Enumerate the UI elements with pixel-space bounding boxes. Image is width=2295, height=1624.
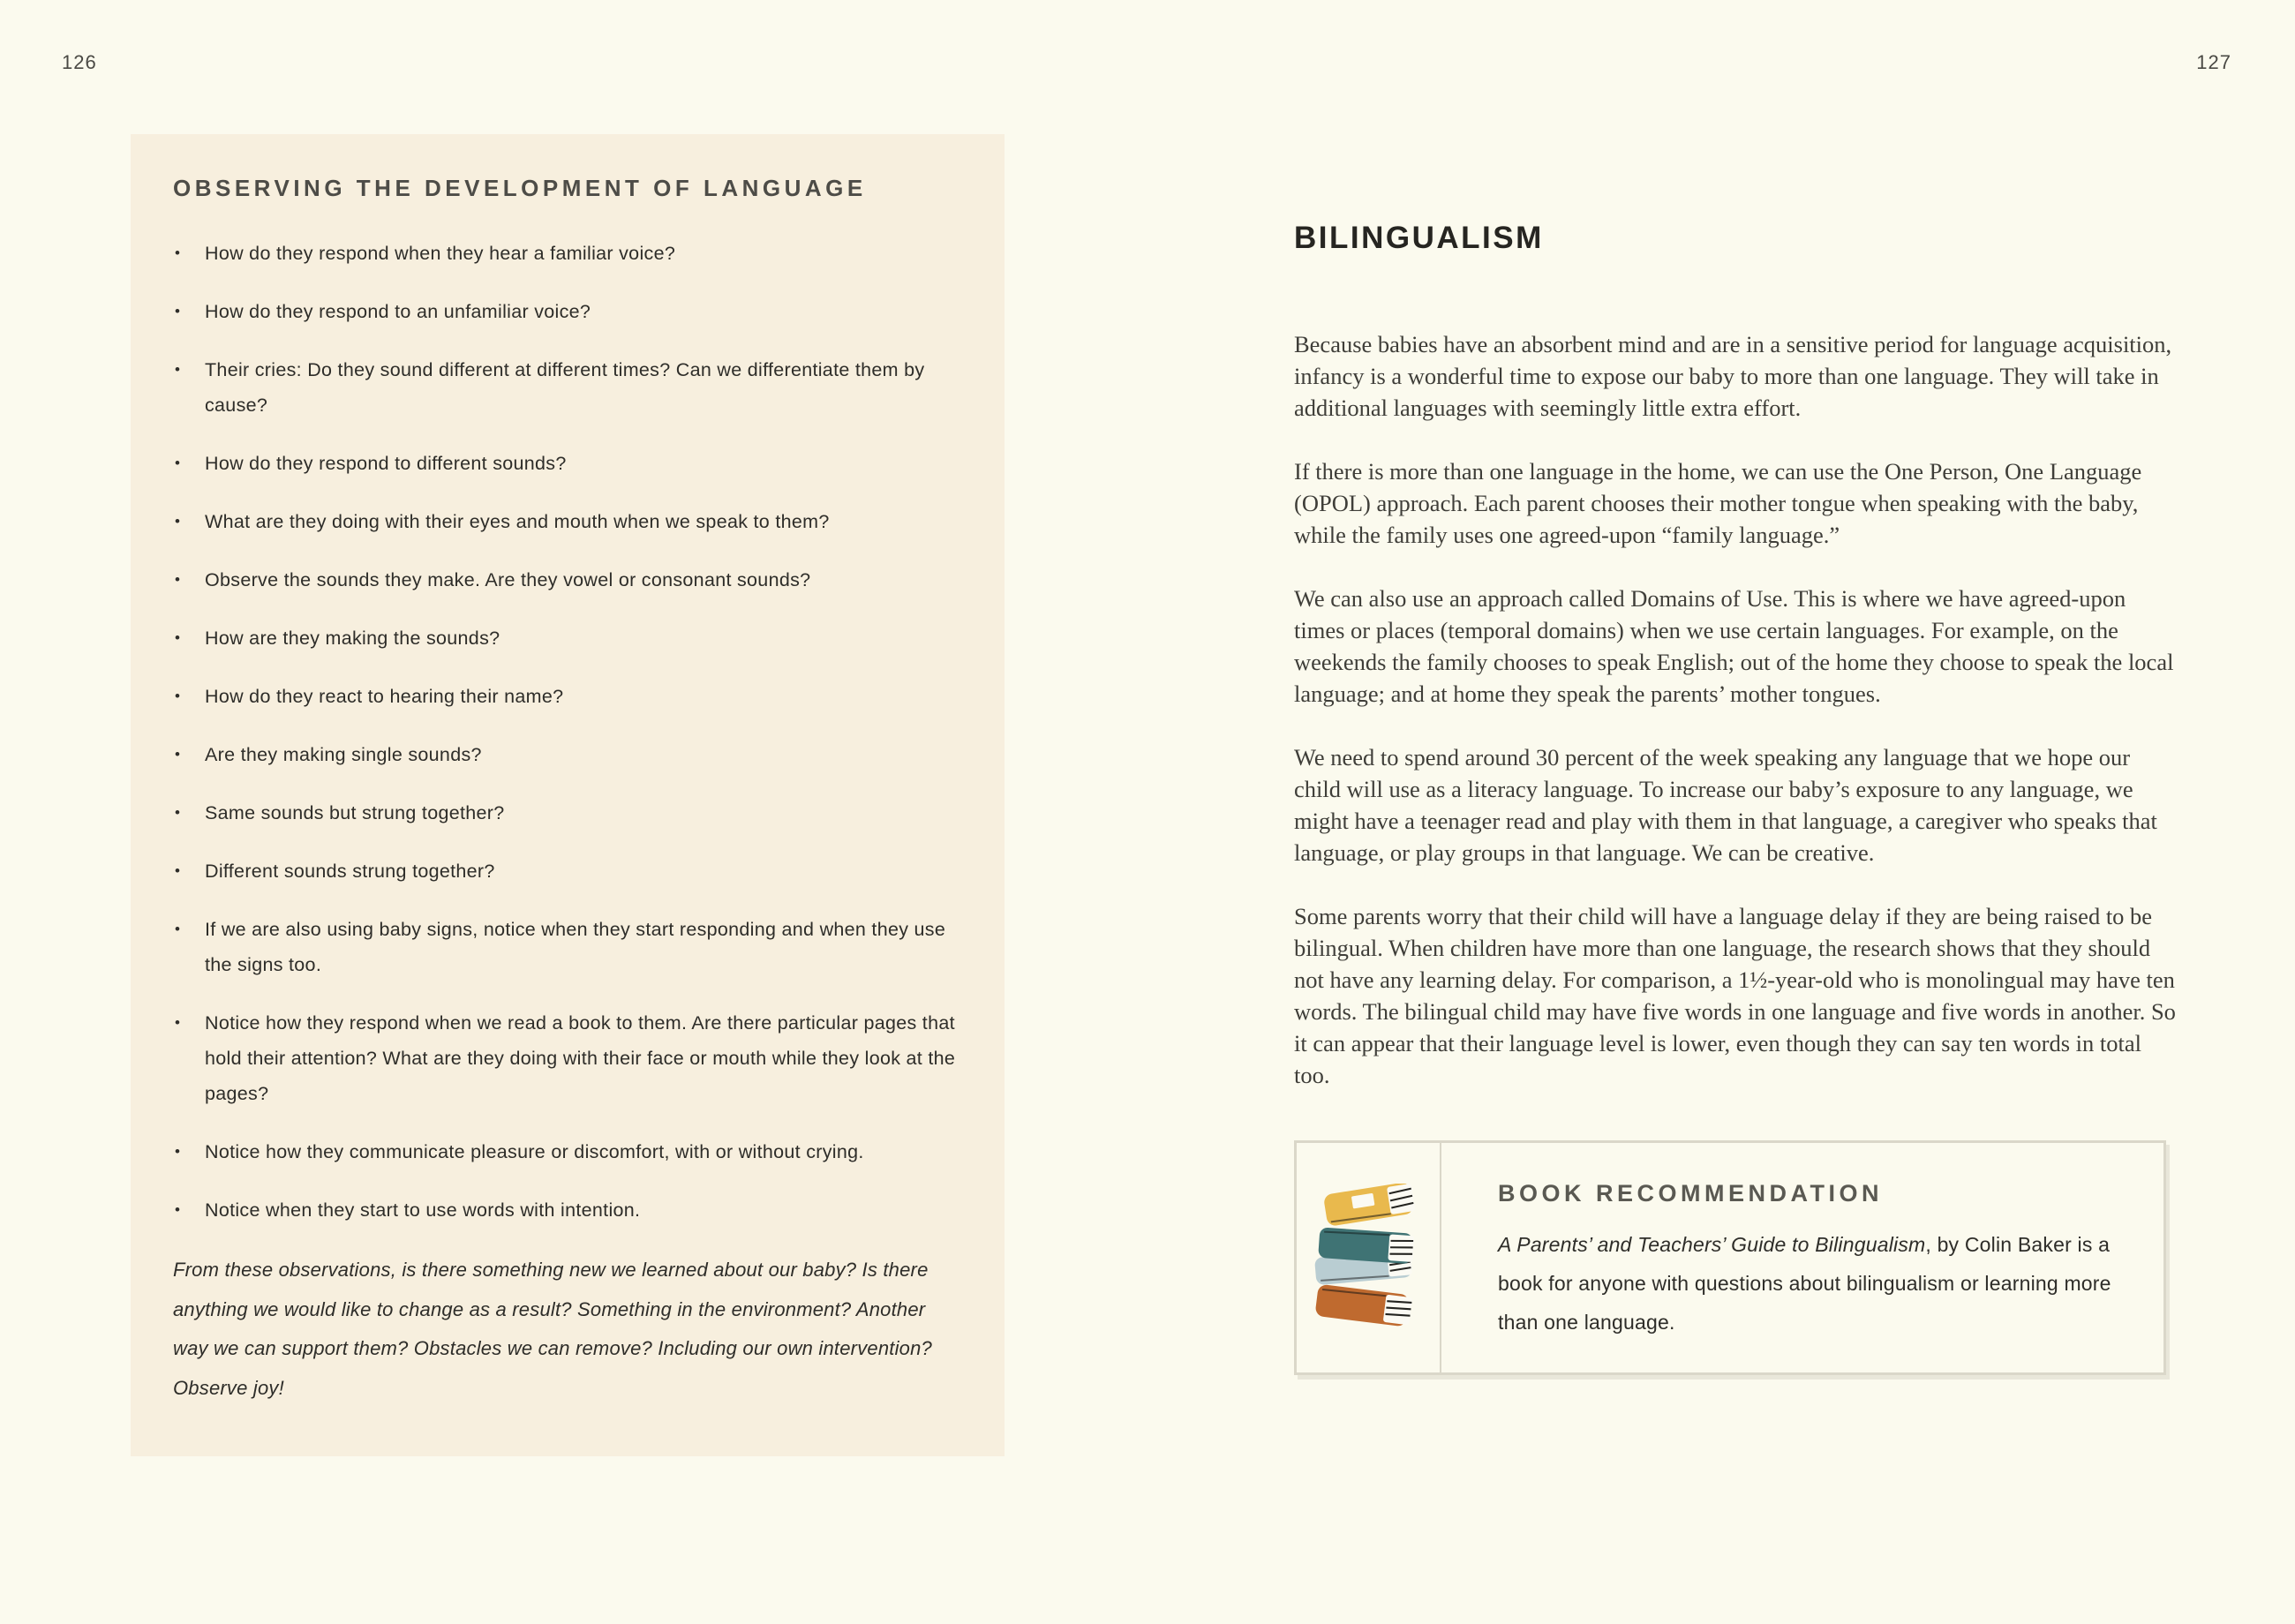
book-recommendation-text bbox=[1498, 1225, 2128, 1342]
paragraph: Some parents worry that their child will have a language delay if they are being raised to be bilingual. When children have more than one language, the research shows that they should not have any learning delay. For comparison, a 1½-year-old who is monolingual may have ten words. The bilingual child may have five words in one language and five words in another. So it can appear that their language level is lower, even though they can say ten words in total too. bbox=[1294, 903, 2176, 1088]
book-title: A Parents’ and Teachers’ Guide to Bilingualism bbox=[1498, 1233, 1926, 1256]
list-item: • Their cries: Do they sound different at different times? Can we differentiate them by cause? bbox=[173, 352, 966, 423]
observation-panel bbox=[131, 134, 1005, 1456]
list-item: • How do they respond to an unfamiliar voice? bbox=[173, 294, 966, 329]
observation-list bbox=[173, 236, 966, 1228]
list-item: • How are they making the sounds? bbox=[173, 620, 966, 656]
page-number-right: 127 bbox=[2196, 51, 2231, 73]
list-item: • Notice when they start to use words with intention. bbox=[173, 1192, 966, 1228]
list-item: • Observe the sounds they make. Are they vowel or consonant sounds? bbox=[173, 562, 966, 598]
list-item: • Are they making single sounds? bbox=[173, 737, 966, 772]
list-item: • Notice how they communicate pleasure or discomfort, with or without crying. bbox=[173, 1134, 966, 1169]
book-stack-icon bbox=[1310, 1184, 1426, 1332]
list-item: • Notice how they respond when we read a book to them. Are there particular pages that hold their attention? What are they doing with their face or mouth while they look at the pages? bbox=[173, 1005, 966, 1111]
book-recommendation-content bbox=[1441, 1143, 2163, 1372]
bilingualism-body bbox=[1294, 328, 2178, 1123]
list-item: • If we are also using baby signs, notice when they start responding and when they use the signs too. bbox=[173, 912, 966, 982]
page-number-left: 126 bbox=[62, 51, 97, 73]
paragraph: Because babies have an absorbent mind and are in a sensitive period for language acquisition, infancy is a wonderful time to expose our baby to more than one language. They will take in additional languages with seemingly little extra effort. bbox=[1294, 331, 2172, 421]
paragraph: We need to spend around 30 percent of the week speaking any language that we hope our child will use as a literacy language. To increase our baby’s exposure to any language, we might have a teenager read and play with them in that language, a caregiver who speaks that language, or play groups in that language. We can be creative. bbox=[1294, 744, 2157, 866]
list-item: • How do they respond when they hear a familiar voice? bbox=[173, 236, 966, 271]
paragraph: We can also use an approach called Domains of Use. This is where we have agreed-upon times or places (temporal domains) when we use certain languages. For example, on the weekends the family chooses to speak English; out of the home they choose to speak the local language; and at home they speak the parents’ mother tongues. bbox=[1294, 585, 2174, 707]
book-recommendation-heading: BOOK RECOMMENDATION bbox=[1498, 1180, 1883, 1207]
paragraph: If there is more than one language in the home, we can use the One Person, One Language (OPOL) approach. Each parent chooses their mother tongue when speaking with the baby, while the family uses one agreed-upon “family language.” bbox=[1294, 458, 2142, 548]
book-recommendation-box bbox=[1294, 1140, 2166, 1375]
observation-panel-heading: OBSERVING THE DEVELOPMENT OF LANGUAGE bbox=[173, 175, 867, 201]
observation-closing-note: From these observations, is there something new we learned about our baby? Is there anything we would like to change as a result? Something in the environment? Another way we can support them? Obstacles we can remove? Including our own intervention? Observe joy! bbox=[173, 1259, 932, 1399]
list-item: • How do they respond to different sounds? bbox=[173, 446, 966, 481]
list-item: • How do they react to hearing their name? bbox=[173, 679, 966, 714]
list-item: • Same sounds but strung together? bbox=[173, 795, 966, 831]
book-description: , by Colin Baker is a book for anyone with questions about bilingualism or learning more than one language. bbox=[1498, 1233, 2111, 1334]
list-item: • What are they doing with their eyes and mouth when we speak to them? bbox=[173, 504, 966, 539]
book-stack-illustration bbox=[1297, 1143, 1441, 1372]
list-item: • Different sounds strung together? bbox=[173, 853, 966, 889]
section-heading-bilingualism: BILINGUALISM bbox=[1294, 221, 1544, 255]
